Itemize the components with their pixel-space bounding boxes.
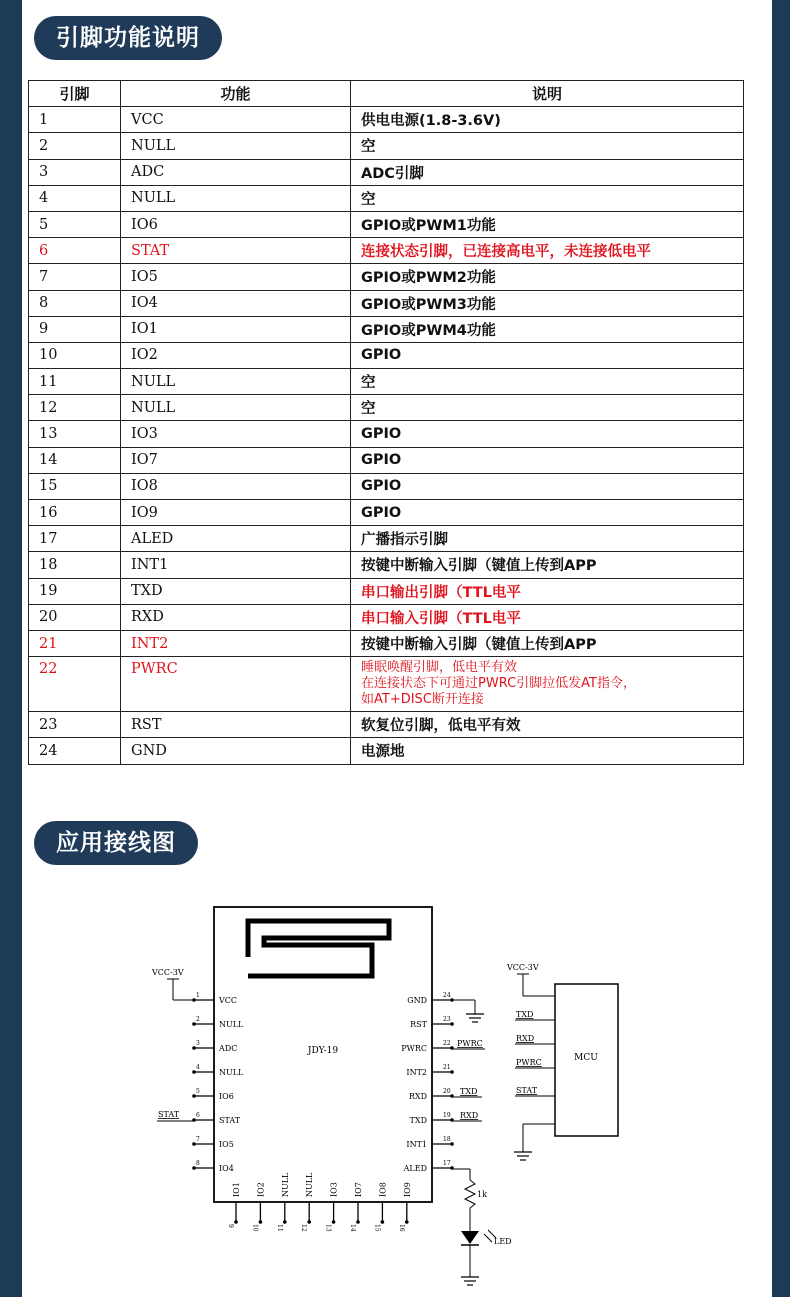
bottom-pin-number: 16: [397, 1224, 405, 1232]
table-row: [29, 604, 744, 630]
left-pin-name: STAT: [219, 1116, 241, 1125]
left-pin-number: 6: [196, 1112, 200, 1119]
mcu-net-label: STAT: [516, 1086, 538, 1095]
pwrc-net-label: PWRC: [457, 1039, 483, 1048]
pin-number-cell: 14: [29, 447, 121, 473]
table-row: [29, 238, 744, 264]
table-row: [29, 473, 744, 499]
pin-description-cell: GPIO: [351, 500, 744, 526]
pin-description-cell: 电源地: [351, 738, 744, 764]
bottom-pin-name: IO8: [378, 1182, 388, 1197]
pin-function-cell: VCC: [121, 107, 351, 133]
column-header-function: 功能: [121, 81, 351, 107]
pin-description-cell: 按键中断输入引脚（键值上传到APP: [351, 630, 744, 656]
mcu-vcc-label: VCC-3V: [507, 963, 539, 972]
table-row: [29, 447, 744, 473]
pin-description-cell: 连接状态引脚，已连接高电平，未连接低电平: [351, 238, 744, 264]
pin-description-cell: GPIO或PWM4功能: [351, 316, 744, 342]
left-pin-number: 2: [196, 1016, 200, 1023]
pin-dot: [450, 1022, 454, 1026]
pin-function-cell: TXD: [121, 578, 351, 604]
right-pin-name: GND: [407, 996, 427, 1005]
bottom-pin-name: IO3: [329, 1182, 339, 1197]
vcc-label: VCC-3V: [152, 968, 184, 977]
left-pin-name: ADC: [219, 1044, 238, 1053]
left-pin-name: NULL: [219, 1020, 244, 1029]
bottom-pin-name: NULL: [280, 1172, 290, 1197]
pin-description-cell: GPIO: [351, 447, 744, 473]
pin-function-cell: IO3: [121, 421, 351, 447]
bottom-pin-name: NULL: [305, 1172, 315, 1197]
pin-number-cell: 15: [29, 473, 121, 499]
pin-function-cell: GND: [121, 738, 351, 764]
pin-number-cell: 19: [29, 578, 121, 604]
table-row: [29, 369, 744, 395]
pin-description-cell: 空: [351, 395, 744, 421]
pin-description-cell: 广播指示引脚: [351, 526, 744, 552]
pin-description-cell: GPIO或PWM1功能: [351, 211, 744, 237]
right-pin-number: 20: [443, 1088, 451, 1095]
pin-number-cell: 7: [29, 264, 121, 290]
right-pin-name: INT2: [406, 1068, 427, 1077]
table-row: [29, 738, 744, 764]
table-row: [29, 395, 744, 421]
pin-description-cell: GPIO: [351, 421, 744, 447]
pin-number-cell: 3: [29, 159, 121, 185]
bottom-pin-number: 15: [373, 1224, 381, 1232]
resistor-icon: [465, 1180, 475, 1208]
bottom-pin-name: IO2: [256, 1182, 266, 1197]
pin-function-cell: IO1: [121, 316, 351, 342]
right-pin-name: INT1: [406, 1140, 427, 1149]
table-row: [29, 264, 744, 290]
pin-function-cell: RXD: [121, 604, 351, 630]
pin-number-cell: 4: [29, 185, 121, 211]
table-row: [29, 500, 744, 526]
right-pin-number: 19: [443, 1112, 451, 1119]
pin-number-cell: 11: [29, 369, 121, 395]
left-pin-number: 4: [196, 1064, 200, 1071]
pin-function-cell: PWRC: [121, 657, 351, 712]
mcu-label: MCU: [574, 1053, 598, 1063]
left-pin-number: 8: [196, 1160, 200, 1167]
bottom-pin-number: 11: [275, 1224, 283, 1232]
pin-number-cell: 10: [29, 342, 121, 368]
pin-description-cell: 串口输入引脚（TTL电平: [351, 604, 744, 630]
mcu-net-label: PWRC: [516, 1058, 542, 1067]
pin-dot: [450, 1070, 454, 1074]
table-row: [29, 342, 744, 368]
txd-net-label: TXD: [460, 1087, 478, 1096]
table-row: [29, 133, 744, 159]
pin-function-cell: NULL: [121, 133, 351, 159]
bottom-pin-name: IO7: [354, 1182, 363, 1197]
led-icon: [461, 1231, 479, 1244]
table-row: [29, 421, 744, 447]
section-title-pin-functions: 引脚功能说明: [34, 16, 222, 60]
pin-function-cell: STAT: [121, 238, 351, 264]
pin-function-cell: NULL: [121, 395, 351, 421]
right-pin-number: 17: [443, 1160, 451, 1167]
pin-description-cell: GPIO: [351, 342, 744, 368]
left-pin-number: 3: [196, 1040, 200, 1047]
pin-function-cell: INT2: [121, 630, 351, 656]
pin-function-cell: IO9: [121, 500, 351, 526]
pin-function-cell: ADC: [121, 159, 351, 185]
description-line: 睡眠唤醒引脚，低电平有效: [361, 660, 518, 676]
pin-function-cell: NULL: [121, 369, 351, 395]
bottom-pin-name: IO9: [402, 1182, 412, 1197]
column-header-description: 说明: [351, 81, 744, 107]
bottom-pin-number: 13: [324, 1224, 332, 1232]
pin-number-cell: 13: [29, 421, 121, 447]
table-row: [29, 526, 744, 552]
pin-description-cell: 软复位引脚，低电平有效: [351, 712, 744, 738]
antenna-trace-icon: [248, 921, 389, 976]
led-label: LED: [494, 1237, 512, 1246]
pin-description-cell: GPIO或PWM2功能: [351, 264, 744, 290]
bottom-pin-number: 12: [300, 1224, 308, 1232]
pin-number-cell: 23: [29, 712, 121, 738]
pin-number-cell: 22: [29, 657, 121, 712]
table-row: [29, 185, 744, 211]
pin-description-cell: GPIO: [351, 473, 744, 499]
bottom-pin-number: 10: [251, 1224, 259, 1232]
table-row: [29, 630, 744, 656]
table-row: [29, 578, 744, 604]
right-pin-name: ALED: [403, 1164, 427, 1173]
left-pin-name: VCC: [219, 996, 238, 1005]
pin-function-cell: IO8: [121, 473, 351, 499]
table-row: [29, 316, 744, 342]
pin-number-cell: 12: [29, 395, 121, 421]
right-pin-name: RST: [410, 1020, 427, 1029]
pin-function-cell: IO5: [121, 264, 351, 290]
pin-description-cell: [351, 657, 744, 712]
table-row: [29, 290, 744, 316]
column-header-pin: 引脚: [29, 81, 121, 107]
table-row: [29, 712, 744, 738]
bottom-pin-number: 14: [349, 1224, 356, 1232]
pin-number-cell: 9: [29, 316, 121, 342]
resistor-label: 1k: [477, 1190, 487, 1199]
pin-function-cell: RST: [121, 712, 351, 738]
left-pin-name: NULL: [219, 1068, 244, 1077]
stat-net-label: STAT: [158, 1110, 180, 1119]
table-row: [29, 107, 744, 133]
pin-number-cell: 8: [29, 290, 121, 316]
right-pin-name: TXD: [409, 1116, 427, 1125]
pin-number-cell: 18: [29, 552, 121, 578]
pin-number-cell: 17: [29, 526, 121, 552]
rxd-net-label: RXD: [460, 1111, 479, 1120]
description-line: 如AT+DISC断开连接: [361, 692, 484, 708]
right-pin-number: 23: [443, 1016, 451, 1023]
left-pin-number: 5: [196, 1088, 200, 1095]
pin-number-cell: 16: [29, 500, 121, 526]
pin-description-cell: 空: [351, 369, 744, 395]
table-row: [29, 211, 744, 237]
left-pin-number: 1: [196, 992, 200, 999]
pin-description-cell: 按键中断输入引脚（键值上传到APP: [351, 552, 744, 578]
description-line: 在连接状态下可通过PWRC引脚拉低发AT指令，: [361, 676, 636, 692]
wiring-schematic: [0, 890, 790, 1297]
table-row: [29, 552, 744, 578]
mcu-net-label: RXD: [516, 1034, 535, 1043]
left-pin-number: 7: [196, 1136, 200, 1143]
left-pin-name: IO5: [219, 1140, 234, 1149]
pin-function-cell: NULL: [121, 185, 351, 211]
module-name: JDY-19: [307, 1046, 339, 1056]
pin-number-cell: 21: [29, 630, 121, 656]
right-pin-name: RXD: [408, 1092, 427, 1101]
section-title-wiring-diagram: 应用接线图: [34, 821, 198, 865]
pin-function-cell: ALED: [121, 526, 351, 552]
pin-function-cell: IO4: [121, 290, 351, 316]
right-pin-number: 22: [443, 1040, 451, 1047]
right-pin-number: 24: [443, 992, 451, 999]
right-pin-name: PWRC: [401, 1044, 427, 1053]
pin-description-cell: GPIO或PWM3功能: [351, 290, 744, 316]
mcu-net-label: TXD: [516, 1010, 534, 1019]
pin-number-cell: 1: [29, 107, 121, 133]
pin-number-cell: 6: [29, 238, 121, 264]
pin-number-cell: 24: [29, 738, 121, 764]
table-header-row: [29, 81, 744, 107]
right-pin-number: 18: [443, 1136, 451, 1143]
table-row: [29, 159, 744, 185]
pin-dot: [450, 1142, 454, 1146]
pin-function-table: [28, 80, 744, 765]
bottom-pin-number: 9: [227, 1224, 234, 1228]
pin-function-cell: IO7: [121, 447, 351, 473]
left-pin-name: IO6: [219, 1092, 234, 1101]
pin-function-cell: IO6: [121, 211, 351, 237]
left-pin-name: IO4: [219, 1164, 234, 1173]
pin-description-cell: ADC引脚: [351, 159, 744, 185]
pin-description-cell: 空: [351, 133, 744, 159]
pin-function-cell: IO2: [121, 342, 351, 368]
pin-number-cell: 5: [29, 211, 121, 237]
pin-number-cell: 2: [29, 133, 121, 159]
right-pin-number: 21: [443, 1064, 451, 1071]
pin-description-cell: 串口输出引脚（TTL电平: [351, 578, 744, 604]
pin-function-cell: INT1: [121, 552, 351, 578]
pin-description-cell: 空: [351, 185, 744, 211]
table-row: [29, 657, 744, 712]
pin-description-cell: 供电电源(1.8-3.6V): [351, 107, 744, 133]
bottom-pin-name: IO1: [232, 1182, 241, 1197]
pin-number-cell: 20: [29, 604, 121, 630]
